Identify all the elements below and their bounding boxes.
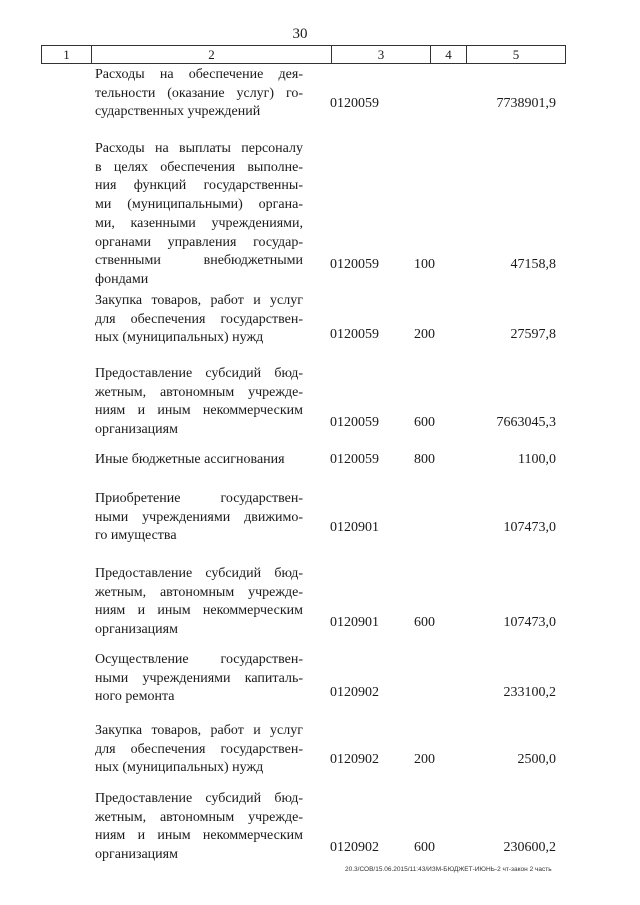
row-expense-type: 200 <box>414 327 435 342</box>
row-amount: 107473,0 <box>503 520 556 535</box>
row-description <box>95 722 303 778</box>
description-line: ниям и иным некоммерческим <box>95 603 303 619</box>
row-description <box>95 66 303 122</box>
row-code: 0120902 <box>330 840 379 855</box>
description-line: ми, казенными учреждениями, <box>95 215 303 231</box>
row-amount: 1100,0 <box>518 452 556 467</box>
description-line: Расходы на обеспечение дея- <box>95 67 303 82</box>
description-line: ного ремонта <box>95 689 175 705</box>
header-col-1: 1 <box>42 46 92 63</box>
description-line: ными учреждениями движимо- <box>95 509 303 525</box>
row-expense-type: 600 <box>414 415 435 430</box>
row-description <box>95 790 303 865</box>
row-code: 0120059 <box>330 96 379 111</box>
description-line: тельности (оказание услуг) го- <box>95 85 303 101</box>
description-line: Закупка товаров, работ и услуг <box>95 723 303 738</box>
row-expense-type: 200 <box>414 752 435 767</box>
description-line: ния функций государственны- <box>95 178 303 194</box>
row-description <box>95 365 303 440</box>
row-description <box>95 292 303 348</box>
description-line: Осуществление государствен- <box>95 652 303 667</box>
row-description <box>95 565 303 640</box>
row-description <box>95 140 303 290</box>
row-code: 0120059 <box>330 452 379 467</box>
description-line: ных (муниципальных) нужд <box>95 760 264 776</box>
description-line: Иные бюджетные ассигнования <box>95 452 285 467</box>
row-code: 0120902 <box>330 752 379 767</box>
row-amount: 7738901,9 <box>496 96 556 111</box>
description-line: для обеспечения государствен- <box>95 311 303 327</box>
description-line: фондами <box>95 271 149 287</box>
description-line: Предоставление субсидий бюд- <box>95 566 303 581</box>
description-line: жетным, автономным учрежде- <box>95 584 303 600</box>
description-line: ственными внебюджетными <box>95 253 303 269</box>
description-line: Расходы на выплаты персоналу <box>95 141 303 156</box>
row-code: 0120902 <box>330 685 379 700</box>
header-col-3: 3 <box>332 46 431 63</box>
header-col-5: 5 <box>512 47 520 62</box>
row-code: 0120901 <box>330 615 379 630</box>
description-line: в целях обеспечения выполне- <box>95 159 303 175</box>
description-line: органами управления государ- <box>95 234 303 250</box>
row-code: 0120901 <box>330 520 379 535</box>
description-line: Предоставление субсидий бюд- <box>95 366 303 381</box>
page-number: 30 <box>292 26 308 42</box>
row-amount: 7663045,3 <box>496 415 556 430</box>
row-description <box>95 451 303 470</box>
row-description <box>95 490 303 546</box>
description-line: ными учреждениями капиталь- <box>95 670 303 686</box>
header-col-2: 2 <box>92 46 332 63</box>
description-line: сударственных учреждений <box>95 104 261 120</box>
description-line: Предоставление субсидий бюд- <box>95 791 303 806</box>
description-line: жетным, автономным учрежде- <box>95 384 303 400</box>
row-expense-type: 600 <box>414 840 435 855</box>
row-amount: 47158,8 <box>510 257 556 272</box>
description-line: ниям и иным некоммерческим <box>95 403 303 419</box>
description-line: го имущества <box>95 528 177 544</box>
description-line: Приобретение государствен- <box>95 491 303 506</box>
row-code: 0120059 <box>330 327 379 342</box>
row-amount: 2500,0 <box>517 752 556 767</box>
description-line: жетным, автономным учрежде- <box>95 809 303 825</box>
description-line: Закупка товаров, работ и услуг <box>95 293 303 308</box>
row-expense-type: 600 <box>414 615 435 630</box>
description-line: для обеспечения государствен- <box>95 741 303 757</box>
header-col-4: 4 <box>431 46 467 63</box>
description-line: организациям <box>95 422 178 438</box>
description-line: ных (муниципальных) нужд <box>95 330 264 346</box>
description-line: организациям <box>95 622 178 638</box>
description-line: организациям <box>95 847 178 863</box>
row-amount: 233100,2 <box>503 685 556 700</box>
footer-reference: 20.3/СОВ/15.06.2015/11:43/ИЗМ-БЮДЖЕТ-ИЮНЬ-2 чт-закон 2 часть <box>345 866 552 873</box>
row-expense-type: 800 <box>414 452 435 467</box>
row-amount: 107473,0 <box>503 615 556 630</box>
table-header <box>41 45 566 64</box>
row-amount: 230600,2 <box>503 840 556 855</box>
description-line: ми (муниципальными) органа- <box>95 197 303 213</box>
description-line: ниям и иным некоммерческим <box>95 828 303 844</box>
row-code: 0120059 <box>330 257 379 272</box>
row-amount: 27597,8 <box>510 327 556 342</box>
row-description <box>95 651 303 707</box>
row-expense-type: 100 <box>414 257 435 272</box>
row-code: 0120059 <box>330 415 379 430</box>
